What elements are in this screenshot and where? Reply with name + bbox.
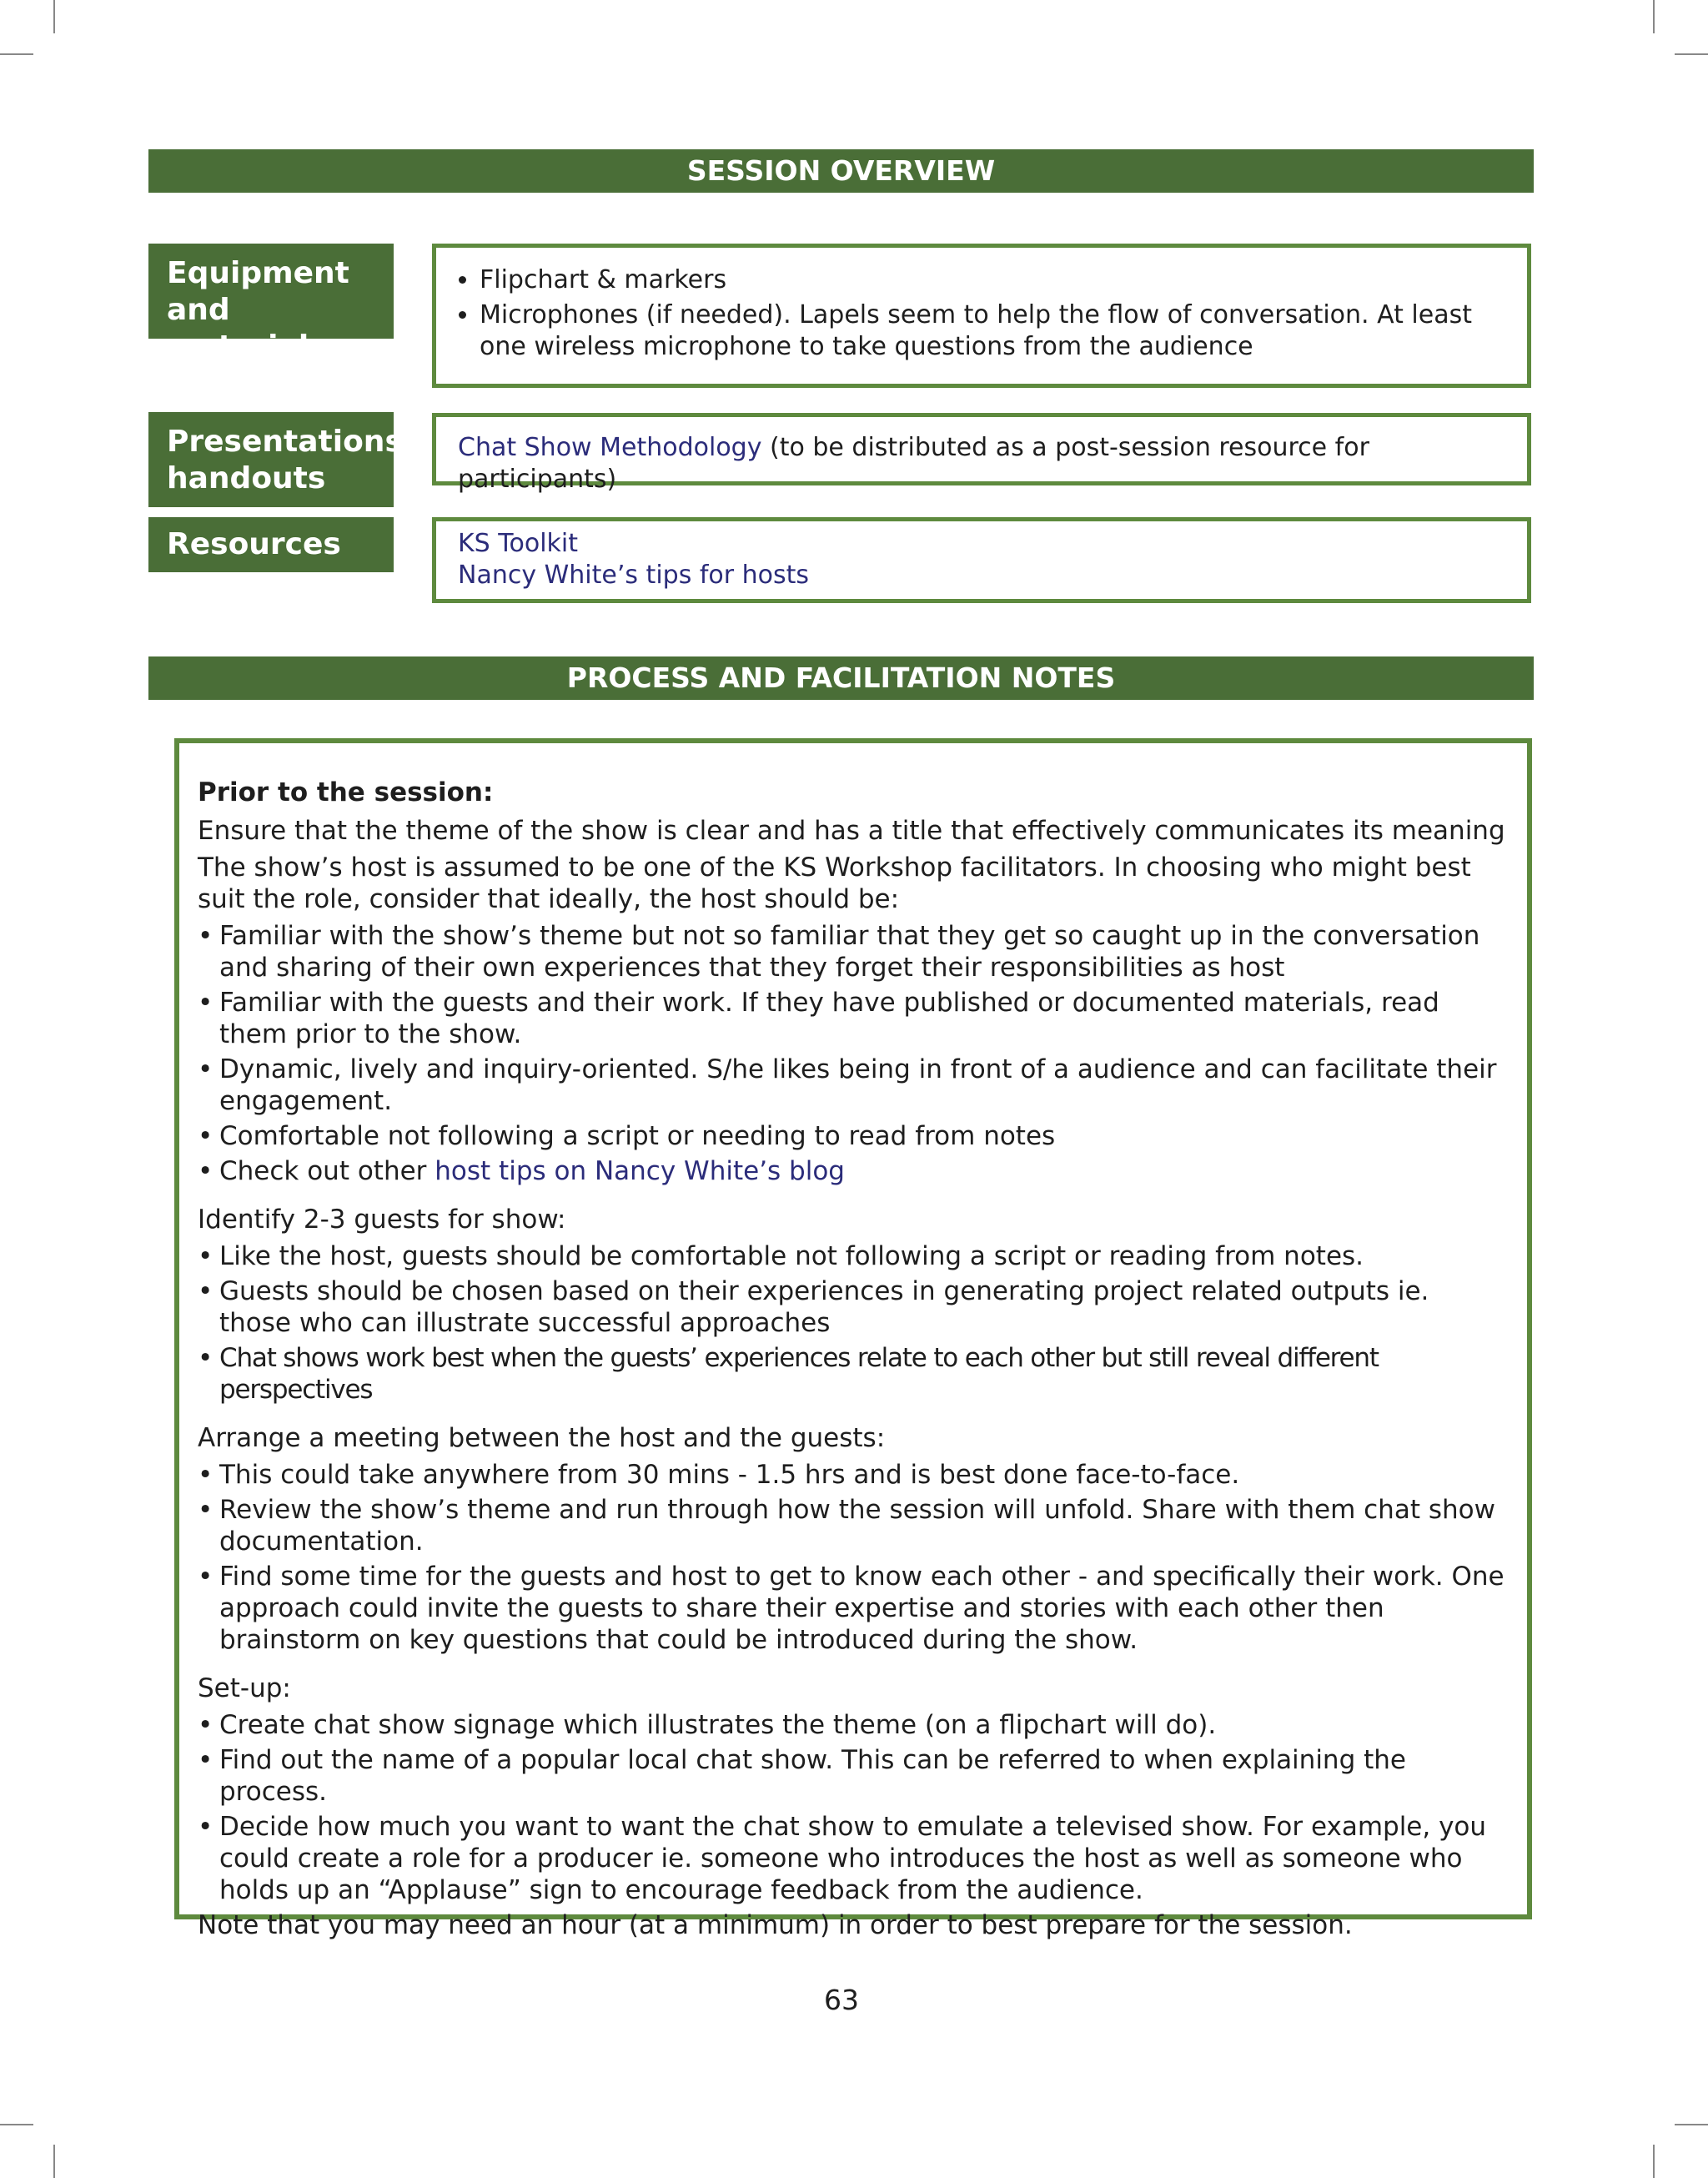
- list-item: • Familiar with the show’s theme but not so familiar that they get so caught up in the conversation and sharing of their own experiences that they forget their responsibilities as host: [198, 920, 1507, 983]
- presentations-label: Presentations/ handouts: [148, 412, 394, 507]
- list-item: • Microphones (if needed). Lapels seem to help the flow of conversation. At least one wireless microphone to take questions from the audience: [480, 299, 1505, 363]
- crop-mark: [0, 2124, 33, 2125]
- list-item: • Chat shows work best when the guests’ experiences relate to each other but still reveal different perspectives: [198, 1342, 1507, 1406]
- chat-show-methodology-link[interactable]: Chat Show Methodology: [458, 433, 762, 462]
- crop-mark: [53, 0, 55, 33]
- crop-mark: [53, 2145, 55, 2178]
- guests-heading: Identify 2-3 guests for show:: [198, 1205, 566, 1235]
- meeting-heading: Arrange a meeting between the host and the guests:: [198, 1423, 886, 1453]
- presentations-note: (to be distributed as a post-session resource for participants): [458, 433, 1369, 494]
- list-item: • Dynamic, lively and inquiry-oriented. S/he likes being in front of a audience and can facilitate their engagement.: [198, 1054, 1507, 1117]
- resources-label: Resources: [148, 517, 394, 572]
- prior-paragraph-2: The show’s host is assumed to be one of the KS Workshop facilitators. In choosing who might best suit the role, consider that ideally, the host should be:: [198, 853, 1471, 914]
- crop-mark: [1675, 2124, 1708, 2125]
- list-item: • Guests should be chosen based on their experiences in generating project related outputs ie. those who can illustrate successful approaches: [198, 1275, 1507, 1339]
- guests-list: [198, 1240, 1507, 1406]
- list-item: • Review the show’s theme and run through how the session will unfold. Share with them chat show documentation.: [198, 1494, 1507, 1557]
- process-notes-box: [174, 738, 1532, 1940]
- list-item: • Flipchart & markers: [480, 264, 1505, 296]
- host-criteria-list: [198, 920, 1507, 1187]
- list-item: • Decide how much you want to want the chat show to emulate a televised show. For example, you could create a role for a producer ie. someone who introduces the host as well as someone who holds up an “Applause” sign to encourage feedback from the audience.: [198, 1811, 1507, 1906]
- ks-toolkit-link[interactable]: KS Toolkit: [458, 529, 578, 558]
- resources-box: [432, 517, 1531, 603]
- setup-list: [198, 1709, 1507, 1906]
- process-notes-header: PROCESS AND FACILITATION NOTES: [148, 656, 1534, 700]
- list-item: [198, 1155, 1507, 1187]
- setup-heading: Set-up:: [198, 1673, 291, 1703]
- list-item: • Find some time for the guests and host to get to know each other - and specifically their work. One approach could invite the guests to share their expertise and stories with each other then brainstorm on key questions that could be introduced during the show.: [198, 1561, 1507, 1656]
- list-item: • Find out the name of a popular local chat show. This can be referred to when explaining the process.: [198, 1744, 1507, 1808]
- list-item: • Like the host, guests should be comfortable not following a script or reading from notes.: [198, 1240, 1507, 1272]
- crop-mark: [1653, 0, 1655, 33]
- equipment-list: [458, 264, 1505, 363]
- crop-mark: [1653, 2145, 1655, 2178]
- list-item: • Familiar with the guests and their work. If they have published or documented materials, read them prior to the show.: [198, 987, 1507, 1050]
- list-item-text: Check out other: [219, 1156, 435, 1186]
- list-item: • Comfortable not following a script or needing to read from notes: [198, 1120, 1507, 1152]
- list-item: • Create chat show signage which illustrates the theme (on a flipchart will do).: [198, 1709, 1507, 1741]
- setup-note: Note that you may need an hour (at a minimum) in order to best prepare for the session.: [198, 1910, 1353, 1940]
- list-item: • This could take anywhere from 30 mins - 1.5 hrs and is best done face-to-face.: [198, 1459, 1507, 1491]
- page-number: 63: [824, 1984, 859, 2016]
- equipment-box: [432, 244, 1531, 388]
- host-tips-link[interactable]: host tips on Nancy White’s blog: [435, 1156, 845, 1186]
- presentations-box: [432, 413, 1531, 494]
- equipment-label: Equipment and materials: [148, 244, 394, 339]
- session-overview-header: SESSION OVERVIEW: [148, 149, 1534, 193]
- crop-mark: [1675, 53, 1708, 55]
- crop-mark: [0, 53, 33, 55]
- meeting-list: [198, 1459, 1507, 1656]
- prior-heading: Prior to the session:: [198, 777, 494, 807]
- nancy-white-tips-link[interactable]: Nancy White’s tips for hosts: [458, 561, 810, 590]
- prior-paragraph-1: Ensure that the theme of the show is clear and has a title that effectively communicates its meaning: [198, 816, 1505, 846]
